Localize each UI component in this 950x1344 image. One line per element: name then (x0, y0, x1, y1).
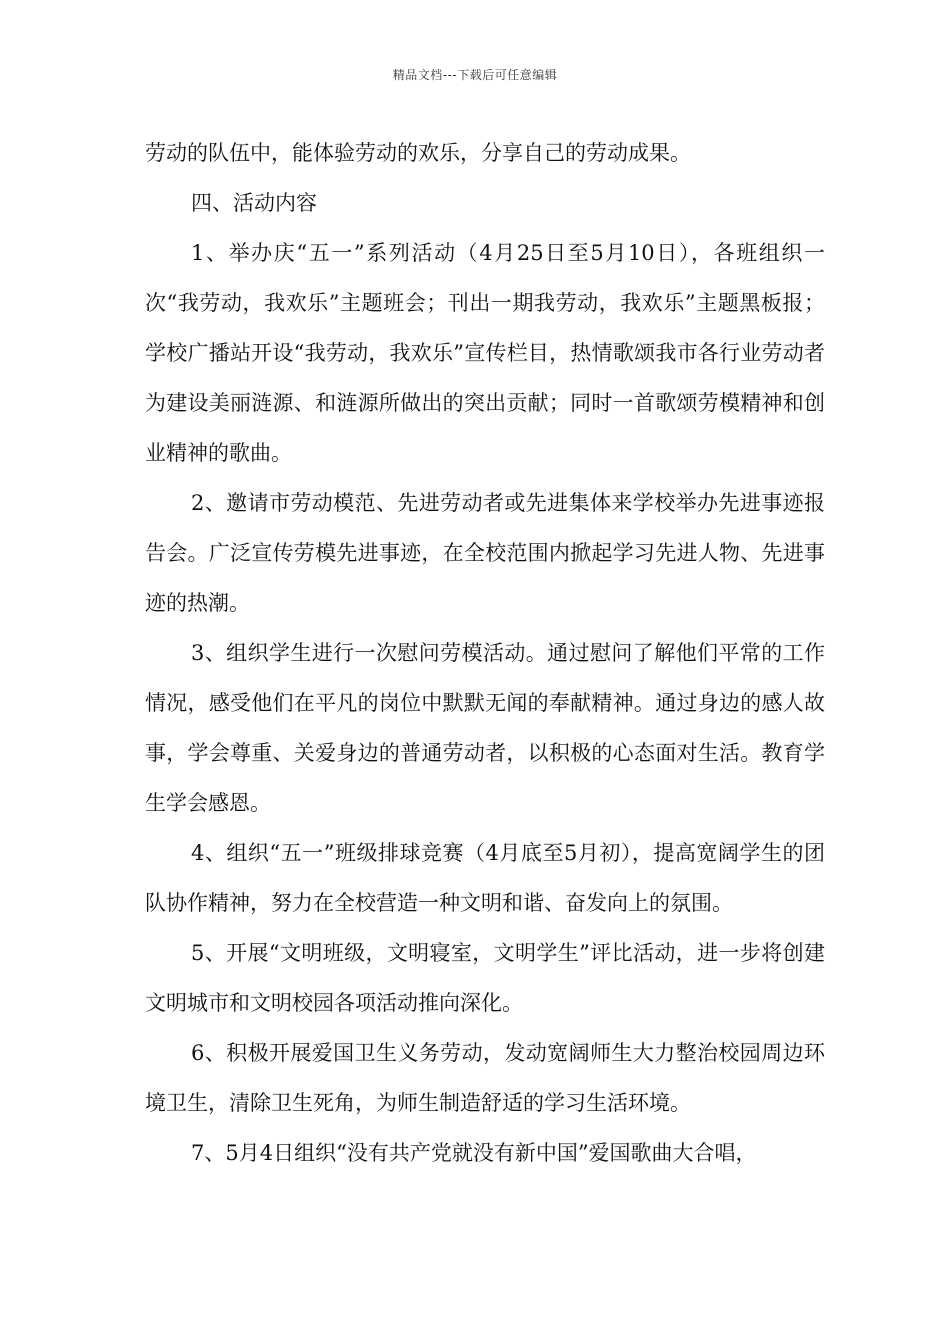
document-body (145, 128, 825, 1178)
paragraph-item-1: 1、举办庆“五一”系列活动（4月25日至5月10日），各班组织一次“我劳动，我欢乐”主题班会；刊出一期我劳动，我欢乐”主题黑板报；学校广播站开设“我劳动，我欢乐”宣传栏目，热情歌颂我市各行业劳动者为建设美丽涟源、和涟源所做出的突出贡献；同时一首歌颂劳模精神和创业精神的歌曲。 (145, 241, 825, 465)
paragraph-item-2: 2、邀请市劳动模范、先进劳动者或先进集体来学校举办先进事迹报告会。广泛宣传劳模先进事迹，在全校范围内掀起学习先进人物、先进事迹的热潮。 (145, 491, 825, 615)
page-header: 精品文档---下载后可任意编辑 (392, 68, 558, 82)
paragraph-item-4: 4、组织“五一”班级排球竞赛（4月底至5月初），提高宽阔学生的团队协作精神，努力在全校营造一种文明和谐、奋发向上的氛围。 (145, 841, 825, 915)
paragraph-continuation: 劳动的队伍中，能体验劳动的欢乐，分享自己的劳动成果。 (145, 141, 691, 165)
paragraph-item-3: 3、组织学生进行一次慰问劳模活动。通过慰问了解他们平常的工作情况，感受他们在平凡的岗位中默默无闻的奉献精神。通过身边的感人故事，学会尊重、关爱身边的普通劳动者，以积极的心态面对生活。教育学生学会感恩。 (145, 641, 825, 815)
paragraph-item-7: 7、5月4日组织“没有共产党就没有新中国”爱国歌曲大合唱， (191, 1141, 757, 1165)
section-heading: 四、活动内容 (191, 191, 317, 215)
paragraph-item-6: 6、积极开展爱国卫生义务劳动，发动宽阔师生大力整治校园周边环境卫生，清除卫生死角，为师生制造舒适的学习生活环境。 (145, 1041, 825, 1115)
paragraph-item-5: 5、开展“文明班级，文明寝室，文明学生”评比活动，进一步将创建文明城市和文明校园各项活动推向深化。 (145, 941, 825, 1015)
